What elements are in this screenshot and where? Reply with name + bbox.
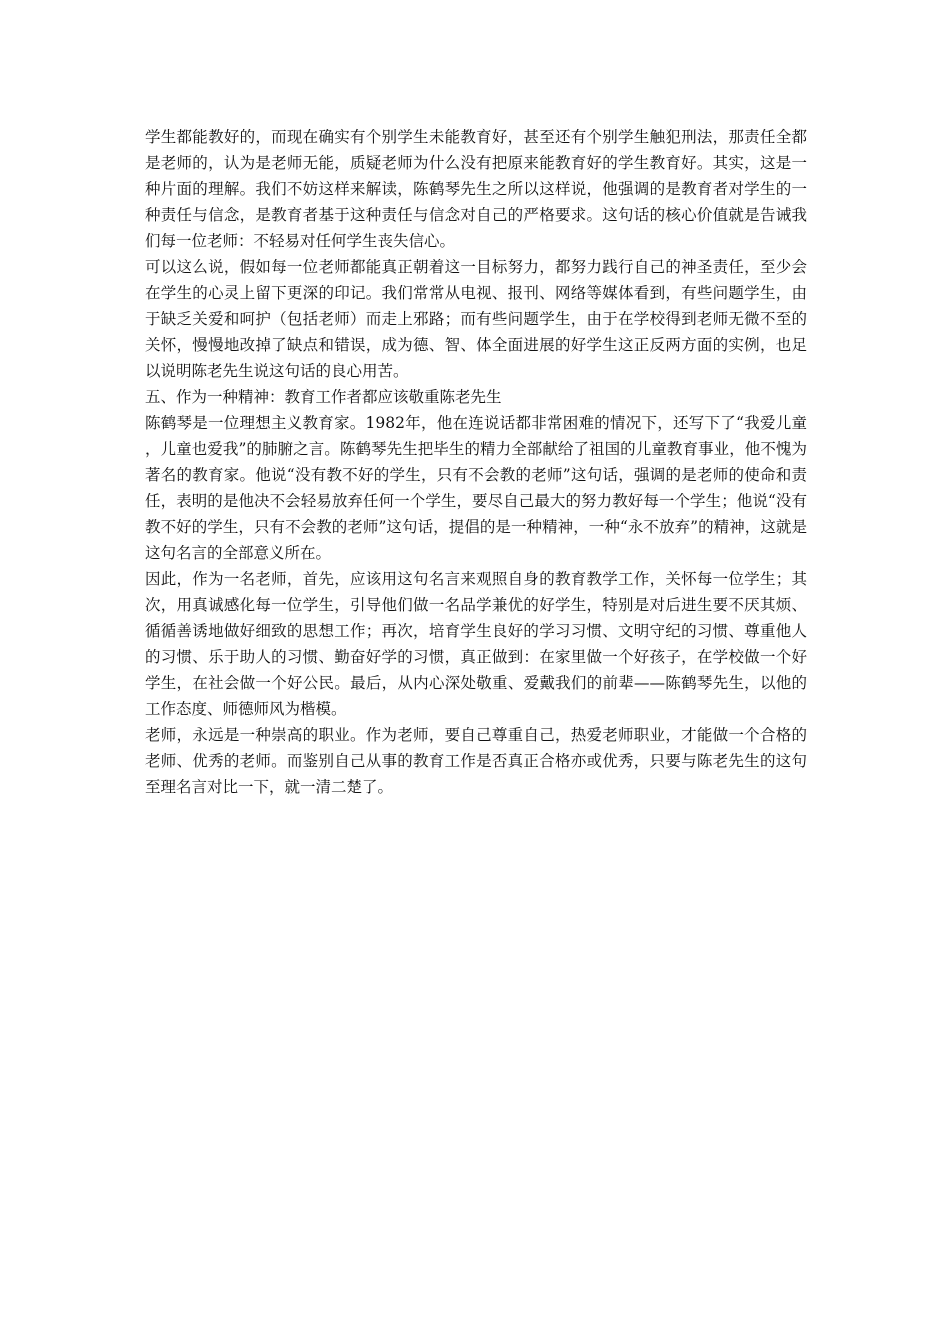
paragraph-conclusion: 老师，永远是一种崇高的职业。作为老师，要自己尊重自己，热爱老师职业，才能做一个合格的老师、优秀的老师。而鉴别自己从事的教育工作是否真正合格亦或优秀，只要与陈老先生的这句至理名言对比一下，就一清二楚了。 — [145, 726, 807, 796]
section-heading: 五、作为一种精神：教育工作者都应该敬重陈老先生 — [145, 388, 502, 406]
document-body — [145, 124, 807, 800]
paragraph-examples: 可以这么说，假如每一位老师都能真正朝着这一目标努力，都努力践行自己的神圣责任，至少会在学生的心灵上留下更深的印记。我们常常从电视、报刊、网络等媒体看到，有些问题学生，由于缺乏关爱和呵护（包括老师）而走上邪路；而有些问题学生，由于在学校得到老师无微不至的关怀，慢慢地改掉了缺点和错误，成为德、智、体全面进展的好学生这正反两方面的实例，也足以说明陈老先生说这句话的良心用苦。 — [145, 258, 807, 380]
paragraph-chen-heqin: 陈鹤琴是一位理想主义教育家。1982年，他在连说话都非常困难的情况下，还写下了“我爱儿童，儿童也爱我”的肺腑之言。陈鹤琴先生把毕生的精力全部献给了祖国的儿童教育事业，他不愧为著名的教育家。他说“没有教不好的学生，只有不会教的老师”这句话，强调的是老师的使命和责任，表明的是他决不会轻易放弃任何一个学生，要尽自己最大的努力教好每一个学生；他说“没有教不好的学生，只有不会教的老师”这句话，提倡的是一种精神，一种“永不放弃”的精神，这就是这句名言的全部意义所在。 — [145, 414, 807, 562]
paragraph-responsibility: 学生都能教好的，而现在确实有个别学生未能教育好，甚至还有个别学生触犯刑法，那责任全都是老师的，认为是老师无能，质疑老师为什么没有把原来能教育好的学生教育好。其实，这是一种片面的理解。我们不妨这样来解读，陈鹤琴先生之所以这样说，他强调的是教育者对学生的一种责任与信念，是教育者基于这种责任与信念对自己的严格要求。这句话的核心价值就是告诫我们每一位老师：不轻易对任何学生丧失信心。 — [145, 128, 807, 250]
paragraph-therefore: 因此，作为一名老师，首先，应该用这句名言来观照自身的教育教学工作，关怀每一位学生；其次，用真诚感化每一位学生，引导他们做一名品学兼优的好学生，特别是对后进生要不厌其烦、循循善诱地做好细致的思想工作；再次，培育学生良好的学习习惯、文明守纪的习惯、尊重他人的习惯、乐于助人的习惯、勤奋好学的习惯，真正做到：在家里做一个好孩子，在学校做一个好学生，在社会做一个好公民。最后，从内心深处敬重、爱戴我们的前辈——陈鹤琴先生，以他的工作态度、师德师风为楷模。 — [145, 570, 807, 718]
